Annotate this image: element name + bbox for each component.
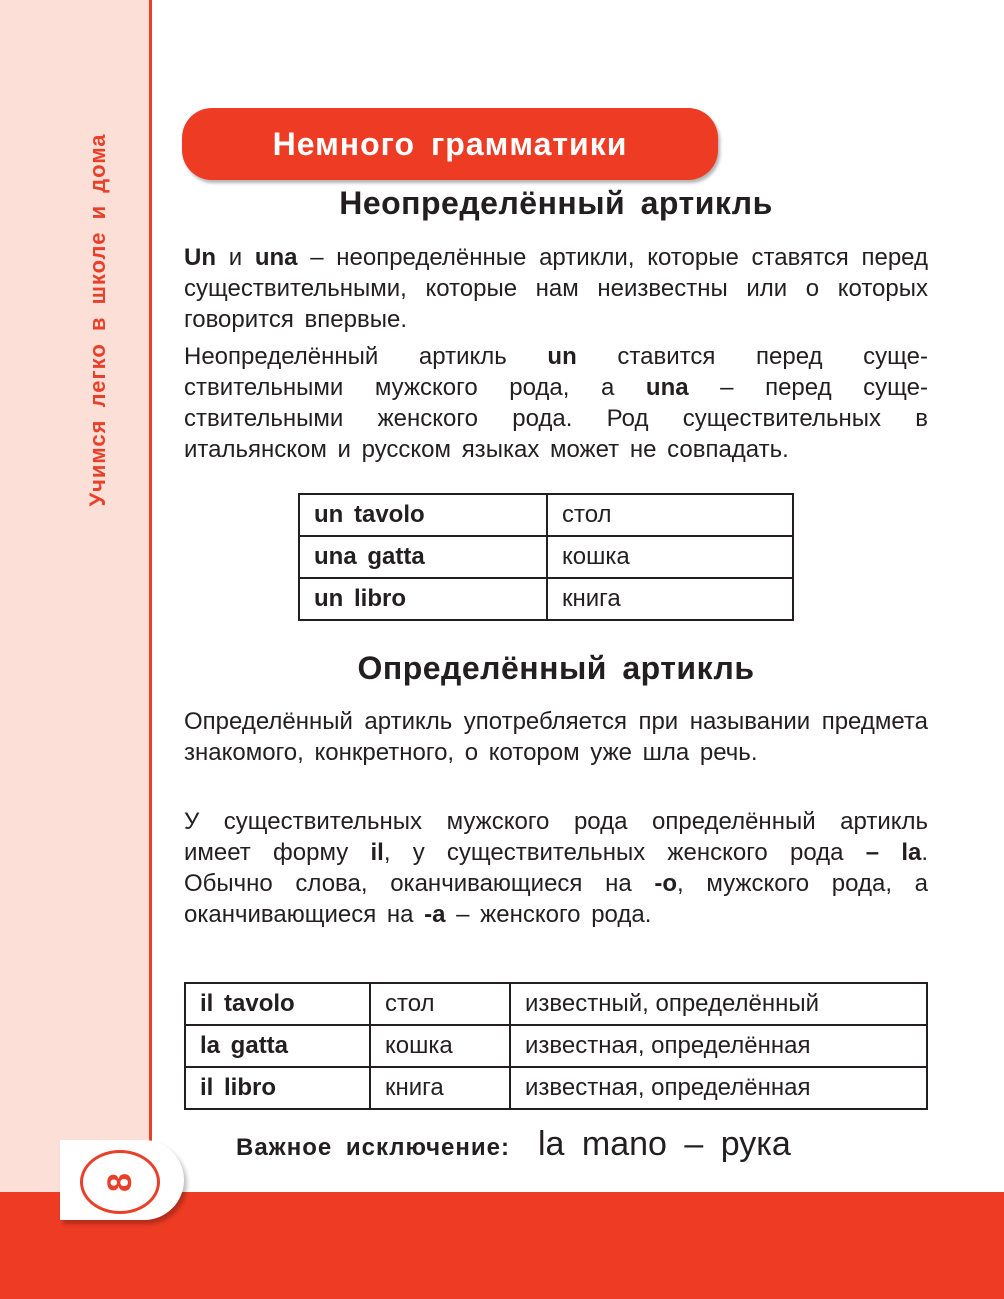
italian-cell: il libro	[185, 1067, 370, 1109]
paragraph-definite-2	[184, 806, 928, 930]
italian-cell: un tavolo	[299, 494, 547, 536]
heading-definite-article: Определённый артикль	[357, 650, 755, 686]
section-banner: Немного грамматики	[182, 108, 718, 180]
word-una: una	[254, 244, 298, 271]
paragraph-definite-1: Определённый артикль употребляется при назывании предмета знакомого, конкретного, о котором уже шла речь.	[184, 708, 928, 766]
note-cell: известная, определённая	[510, 1067, 927, 1109]
sidebar	[0, 0, 152, 1299]
word-un: Un	[184, 244, 216, 271]
exception-text: la mano – рука	[537, 1125, 791, 1163]
word-il: il	[370, 839, 384, 866]
text: ставится перед существительными мужского рода, а	[184, 343, 928, 401]
italian-cell: un libro	[299, 578, 547, 620]
paragraph-indefinite-1	[184, 242, 928, 335]
text: и	[216, 244, 255, 271]
table-row	[299, 578, 793, 620]
indefinite-article-table	[298, 493, 794, 621]
note-cell: известная, определённая	[510, 1025, 927, 1067]
word-un: un	[547, 343, 577, 370]
ending-a: -a	[424, 901, 446, 928]
heading-indefinite-article: Неопределённый артикль	[339, 185, 773, 221]
table-row	[299, 536, 793, 578]
exception-label: Важное исключение:	[236, 1134, 510, 1161]
russian-cell: кошка	[547, 536, 793, 578]
russian-cell: кошка	[370, 1025, 510, 1067]
russian-cell: книга	[547, 578, 793, 620]
text: – перед существительными женского рода. Род существительных в итальянском и русском языках может не совпадать.	[184, 374, 928, 463]
sidebar-title: Учимся легко в школе и дома	[85, 133, 110, 507]
table-row	[185, 1025, 927, 1067]
text: , у существительных женского рода	[383, 839, 866, 866]
text: Неопределённый артикль	[184, 343, 548, 370]
text: . Обычно слова, оканчивающиеся на	[184, 839, 929, 897]
page-number-circle	[80, 1150, 160, 1214]
russian-cell: стол	[370, 983, 510, 1025]
ending-o: -o	[654, 870, 678, 897]
exception-line	[236, 1125, 791, 1164]
sidebar-divider	[149, 0, 152, 1150]
definite-article-table	[184, 982, 928, 1110]
word-la: – la	[865, 839, 922, 866]
text: У существительных мужского рода определённый артикль имеет форму	[184, 808, 928, 866]
word-una: una	[645, 374, 689, 401]
paragraph-indefinite-2	[184, 341, 928, 465]
text: – неопределённые артикли, которые ставятся перед существительными, которые нам неизвестны или о которых говорится впервые.	[184, 244, 929, 333]
russian-cell: книга	[370, 1067, 510, 1109]
page-number: 8	[100, 1172, 139, 1192]
italian-cell: una gatta	[299, 536, 547, 578]
italian-cell: il tavolo	[185, 983, 370, 1025]
russian-cell: стол	[547, 494, 793, 536]
table-row	[185, 1067, 927, 1109]
table-row	[185, 983, 927, 1025]
italian-cell: la gatta	[185, 1025, 370, 1067]
text: , мужского рода, а оканчивающиеся на	[184, 870, 928, 928]
table-row	[299, 494, 793, 536]
note-cell: известный, определённый	[510, 983, 927, 1025]
text: – женского рода.	[445, 901, 652, 928]
